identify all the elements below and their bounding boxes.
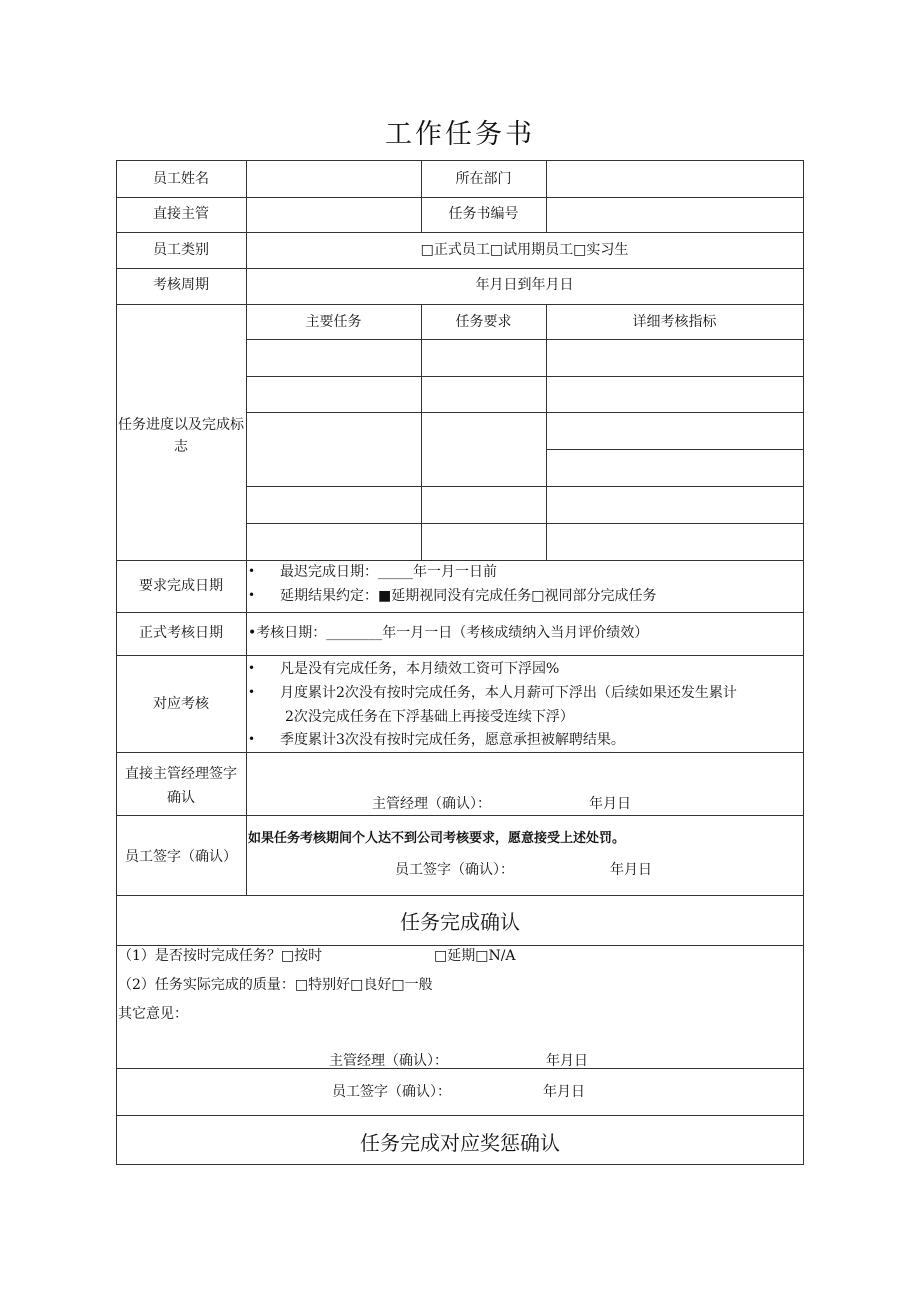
employee-sign-label: 员工签字（确认） [125, 849, 237, 865]
completion-manager-confirm[interactable]: 主管经理（确认）： [329, 1053, 448, 1069]
supervisor-label: 直接主管 [153, 206, 209, 222]
employee-statement: 如果任务考核期间个人达不到公司考核要求，愿意接受上述处罚。 [248, 831, 626, 846]
penalty-item-3: 季度累计3次没有按时完成任务，愿意承担被解聘结果。 [280, 732, 625, 748]
border-right [803, 160, 804, 1165]
completion-employee-confirm[interactable]: 员工签字（确认）： [332, 1084, 451, 1100]
hline [116, 1164, 804, 1165]
hline [116, 815, 804, 816]
hline [116, 268, 804, 269]
hline [246, 376, 804, 377]
formal-assessment-date-label: 正式考核日期 [139, 625, 223, 641]
penalty-item-1: 凡是没有完成任务，本月绩效工资可下浮园% [280, 661, 560, 677]
employee-sign-date[interactable]: 年月日 [610, 862, 652, 878]
hline [116, 1115, 804, 1116]
supervisor-field[interactable] [248, 199, 420, 231]
hline [116, 304, 804, 305]
column-header-task-requirement: 任务要求 [455, 314, 512, 330]
bullet: • [248, 564, 256, 578]
task-completion-title: 任务完成确认 [400, 910, 520, 934]
vline [546, 160, 547, 232]
employee-category-options[interactable]: □正式员工□试用期员工□实习生 [420, 242, 629, 258]
assessment-date-text: •考核日期：________年一月一日（考核成绩纳入当月评价绩效） [248, 625, 649, 641]
quality-question[interactable]: （2）任务实际完成的质量：□特别好□良好□一般 [118, 977, 433, 993]
manager-sign-date[interactable]: 年月日 [589, 796, 631, 812]
delay-agreement: 延期结果约定：■延期视同没有完成任务□视同部分完成任务 [280, 588, 657, 604]
deadline-label: 要求完成日期 [139, 578, 223, 594]
penalty-item-2-cont: 2次没完成任务在下浮基础上再接受连续下浮） [285, 709, 574, 725]
hline [116, 895, 804, 896]
manager-confirm[interactable]: 主管经理（确认）： [372, 796, 491, 812]
hline [116, 560, 804, 561]
bullet: • [248, 685, 256, 699]
column-header-kpi: 详细考核指标 [632, 314, 717, 330]
other-opinions-label: 其它意见： [118, 1006, 188, 1022]
bullet: • [248, 732, 256, 746]
on-time-question[interactable]: （1）是否按时完成任务？□按时 [118, 948, 323, 964]
hline [246, 412, 804, 413]
completion-manager-date[interactable]: 年月日 [546, 1053, 588, 1069]
hline [116, 160, 804, 161]
document-title: 工作任务书 [385, 119, 535, 150]
vline [246, 160, 247, 895]
hline [116, 655, 804, 656]
completion-employee-date[interactable]: 年月日 [543, 1084, 585, 1100]
hline [546, 449, 804, 450]
assessment-period-label: 考核周期 [153, 277, 209, 293]
hline [116, 945, 804, 946]
hline [116, 612, 804, 613]
hline [116, 1068, 804, 1069]
task-number-label: 任务书编号 [448, 206, 519, 222]
border-left [116, 160, 117, 1165]
hline [246, 486, 804, 487]
manager-sign-label-line2: 确认 [167, 790, 195, 806]
vline [546, 304, 547, 560]
column-header-main-task: 主要任务 [305, 314, 362, 330]
assessment-period-value[interactable]: 年月日到年月日 [475, 277, 574, 293]
vline [421, 304, 422, 560]
latest-completion-date: 最迟完成日期：_____年一月一日前 [280, 564, 497, 580]
reward-punishment-title: 任务完成对应奖惩确认 [360, 1131, 560, 1155]
manager-sign-label-line1: 直接主管经理签字 [125, 766, 237, 782]
department-field[interactable] [548, 162, 802, 196]
department-label: 所在部门 [455, 171, 512, 187]
delay-na-options[interactable]: □延期□N/A [434, 948, 516, 964]
employee-name-label: 员工姓名 [153, 171, 209, 187]
bullet: • [248, 661, 256, 675]
employee-confirm[interactable]: 员工签字（确认）： [395, 862, 514, 878]
penalty-item-2: 月度累计2次没有按时完成任务，本人月薪可下浮出（后续如果还发生累计 [280, 685, 737, 701]
hline [116, 232, 804, 233]
task-number-field[interactable] [548, 199, 802, 231]
hline [116, 752, 804, 753]
bullet: • [248, 588, 256, 602]
hline [246, 339, 804, 340]
task-progress-label: 任务进度以及完成标志 [118, 417, 244, 455]
employee-category-label: 员工类别 [153, 242, 209, 258]
hline [116, 197, 804, 198]
employee-name-field[interactable] [248, 162, 420, 196]
corresponding-assessment-label: 对应考核 [153, 696, 209, 712]
hline [246, 523, 804, 524]
